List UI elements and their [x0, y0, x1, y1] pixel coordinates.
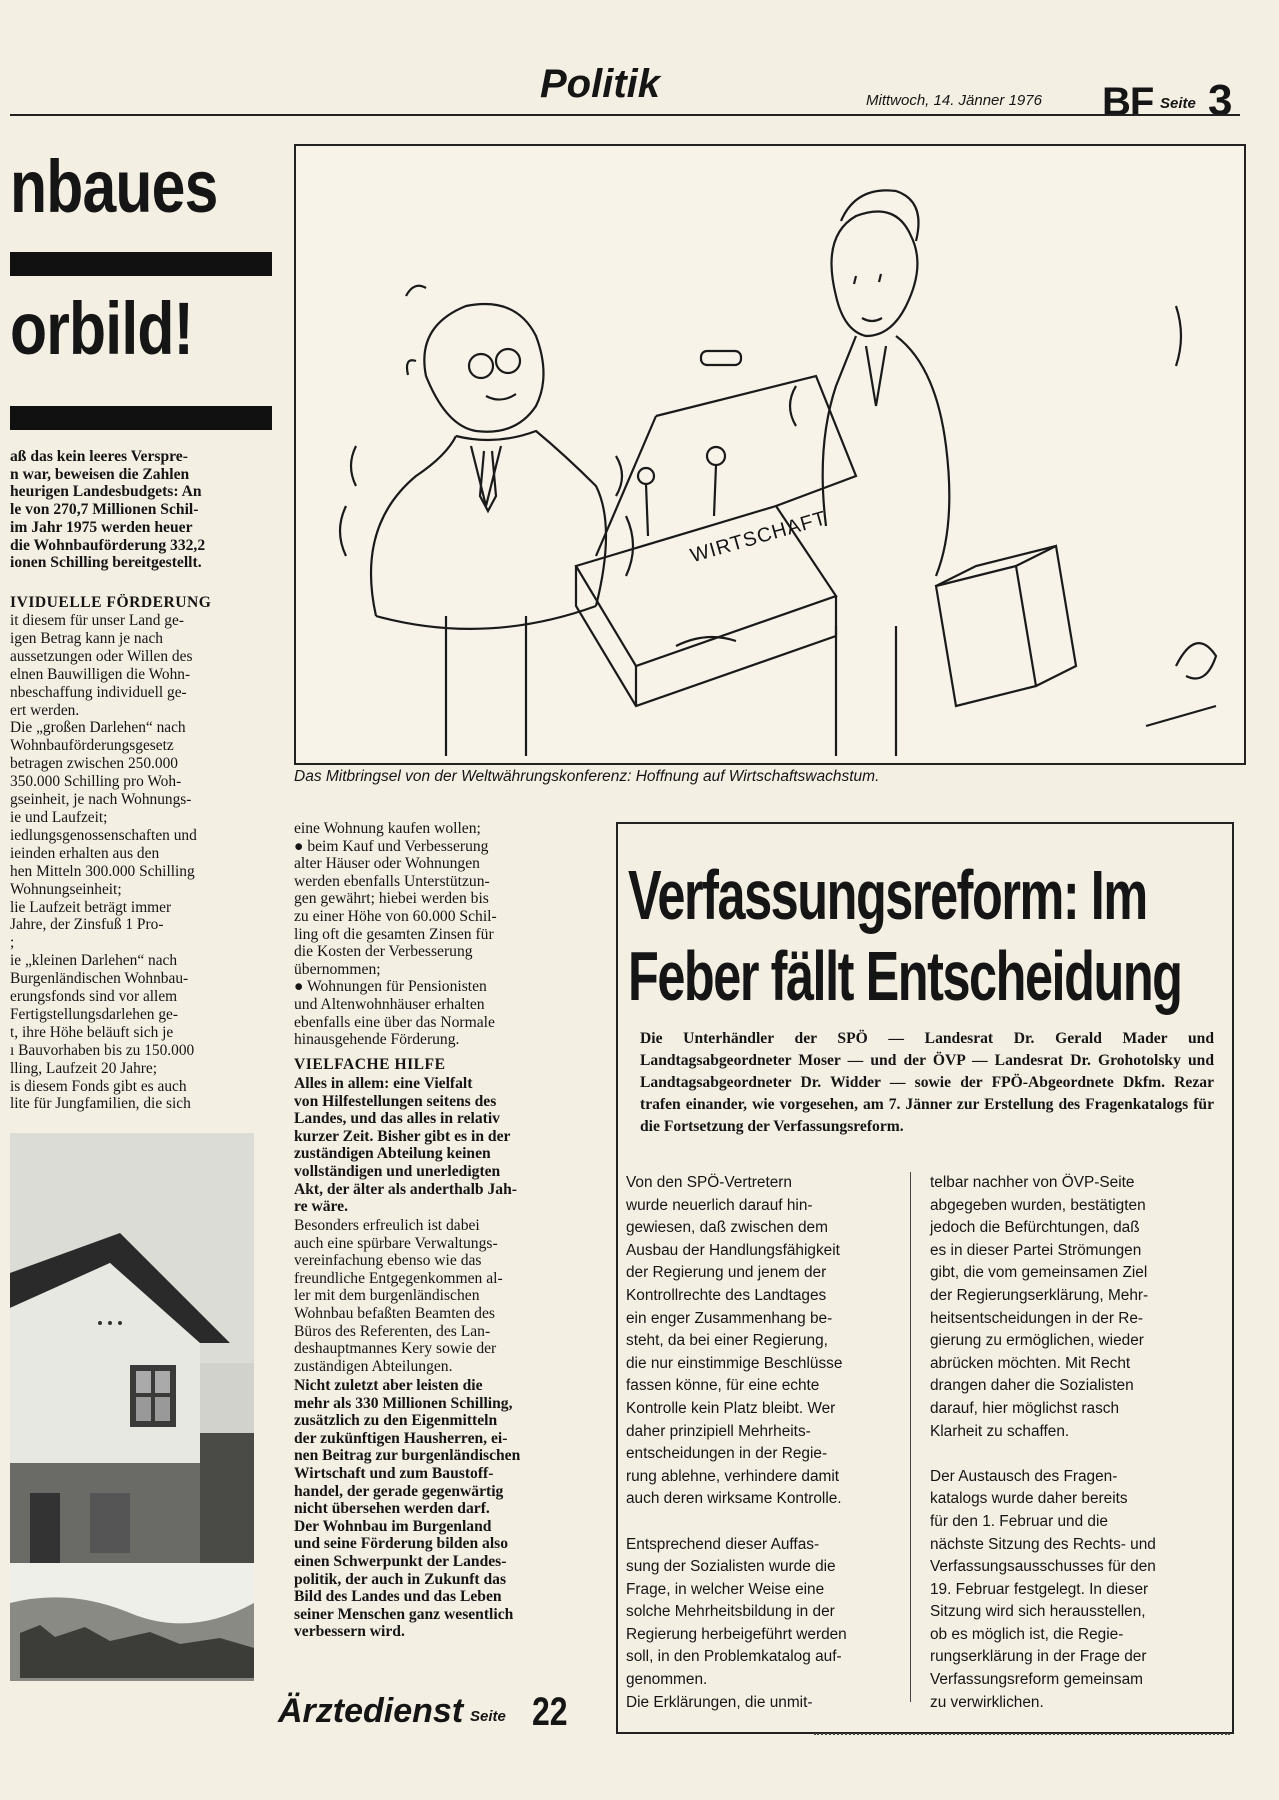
house-photo: [10, 1133, 254, 1681]
text-line: Regierung herbeigeführt werden: [626, 1625, 847, 1643]
text-line: nicht übersehen werden darf.: [294, 1500, 490, 1518]
text-line: Die Erklärungen, die unmit-: [626, 1693, 813, 1711]
text-line: steht, da bei einer Regierung,: [626, 1332, 828, 1350]
text-line: Der Wohnbau im Burgenland: [294, 1517, 492, 1535]
text-line: nächste Sitzung des Rechts- und: [930, 1535, 1156, 1553]
text-line: von Hilfestellungen seitens des: [294, 1092, 497, 1110]
text-line: einen Schwerpunkt der Landes-: [294, 1552, 507, 1570]
text-line: heurigen Landesbudgets: An: [10, 483, 202, 501]
text-line: lie Laufzeit beträgt immer: [10, 898, 172, 916]
footer-page-number: 22: [532, 1690, 568, 1734]
text-line: elnen Bauwilligen die Wohn-: [10, 665, 191, 683]
text-line: mehr als 330 Millionen Schilling,: [294, 1394, 513, 1412]
text-line: Wohnbauförderungsgesetz: [10, 737, 174, 755]
text-line: ebenfalls eine über das Normale: [294, 1013, 495, 1031]
text-line: daher prinzipiell Mehrheits-: [626, 1422, 811, 1440]
middle-subhead: VIELFACHE HILFE: [294, 1056, 446, 1073]
left-headline-line1: nbaues: [10, 145, 218, 228]
left-article-body: [10, 612, 272, 1113]
text-line: für den 1. Februar und die: [930, 1512, 1108, 1530]
text-line: es in dieser Partei Strömungen: [930, 1241, 1142, 1259]
text-line: gseinheit, je nach Wohnungs-: [10, 791, 192, 809]
text-line: n war, beweisen die Zahlen: [10, 465, 190, 483]
newspaper-logo: BF: [1102, 80, 1154, 124]
text-line: Der Austausch des Fragen-: [930, 1467, 1118, 1485]
text-line: katalogs wurde daher bereits: [930, 1490, 1128, 1508]
text-line: nbeschaffung individuell ge-: [10, 683, 187, 701]
text-line: gen gewährt; hiebei werden bis: [294, 890, 489, 908]
text-line: ling oft die gesamten Zinsen für: [294, 925, 494, 943]
text-line: heitsentscheidungen in der Re-: [930, 1309, 1144, 1327]
text-line: Wohnungseinheit;: [10, 880, 122, 898]
box-headline-line2: Feber fällt Entscheidung: [628, 937, 1182, 1015]
text-line: abrücken möchten. Mit Recht: [930, 1354, 1131, 1372]
text-line: it diesem für unser Land ge-: [10, 612, 184, 629]
text-line: Alles in allem: eine Vielfalt: [294, 1075, 473, 1092]
text-line: alter Häuser oder Wohnungen: [294, 855, 480, 873]
text-line: und Altenwohnhäuser erhalten: [294, 995, 485, 1013]
text-line: freundliche Entgegenkommen al-: [294, 1269, 503, 1287]
text-line: im Jahr 1975 werden heuer: [10, 518, 193, 536]
page-label: Seite: [1160, 95, 1196, 112]
text-line: hen Mitteln 300.000 Schilling: [10, 862, 195, 880]
text-line: der Regierungserklärung, Mehr-: [930, 1286, 1149, 1304]
text-line: Von den SPÖ-Vertretern: [626, 1174, 792, 1191]
text-line: [626, 1511, 904, 1534]
text-line: Die „großen Darlehen“ nach: [10, 719, 186, 737]
middle-paragraph-2: [294, 1075, 590, 1216]
section-title: Politik: [540, 62, 661, 106]
text-line: Bild des Landes und das Leben: [294, 1588, 502, 1606]
text-line: ionen Schilling bereitgestellt.: [10, 554, 202, 572]
text-line: t, ihre Höhe beläuft sich je: [10, 1023, 174, 1041]
text-line: politik, der auch in Zukunft das: [294, 1570, 507, 1588]
text-line: aß das kein leeres Verspre-: [10, 448, 188, 465]
text-line: Klarheit zu schaffen.: [930, 1422, 1070, 1440]
text-line: hinausgehende Förderung.: [294, 1031, 460, 1049]
text-line: Wirtschaft und zum Baustoff-: [294, 1464, 494, 1482]
text-line: gewiesen, daß zwischen dem: [626, 1219, 828, 1237]
text-line: lling, Laufzeit 20 Jahre;: [10, 1059, 158, 1077]
text-line: betragen zwischen 250.000: [10, 755, 178, 773]
text-line: sung der Sozialisten wurde die: [626, 1558, 836, 1576]
text-line: zuständigen Abteilungen.: [294, 1357, 453, 1375]
text-line: handel, der gerade gegenwärtig: [294, 1482, 504, 1500]
text-line: lite für Jungfamilien, die sich: [10, 1095, 191, 1113]
middle-paragraph-1: [294, 820, 590, 1049]
text-line: ı Bauvorhaben bis zu 150.000: [10, 1041, 195, 1059]
text-line: seiner Menschen ganz wesentlich: [294, 1605, 514, 1623]
text-line: Entsprechend dieser Auffas-: [626, 1535, 820, 1553]
text-line: ler mit dem burgenländischen: [294, 1287, 480, 1305]
text-line: Verfassungsausschusses für den: [930, 1558, 1156, 1576]
text-line: Nicht zuletzt aber leisten die: [294, 1377, 483, 1394]
box-article-lead: Die Unterhändler der SPÖ — Landesrat Dr. Gerald Mader und Landtagsabgeordneter Moser — und der ÖVP — Landesrat Dr. Grohotolsky und Landtagsabgeordneter Dr. Widder — sowie der FPÖ-Abgeordnete Dkfm. Rezar trafen einander, wie vorgesehen, am 7. Jänner zur Erstellung des Fragenkatalogs für die Fortsetzung der Verfassungsreform.: [640, 1030, 1214, 1135]
text-line: ;: [10, 934, 15, 952]
bottom-rule: [814, 1733, 1230, 1735]
box-headline-line1: Verfassungsreform: Im: [628, 856, 1147, 934]
political-cartoon: [294, 144, 1246, 765]
text-line: der zukünftigen Hausherren, ei-: [294, 1429, 508, 1447]
issue-date: Mittwoch, 14. Jänner 1976: [866, 92, 1042, 109]
text-line: Verfassungsreform gemeinsam: [930, 1671, 1143, 1689]
text-line: fassen könne, für eine echte: [626, 1377, 820, 1395]
text-line: ie „kleinen Darlehen“ nach: [10, 952, 178, 970]
text-line: entscheidungen in der Regie-: [626, 1445, 828, 1463]
text-line: Kontrollrechte des Landtages: [626, 1286, 827, 1304]
text-line: darauf, hier möglichst rasch: [930, 1399, 1120, 1417]
box-headline: [628, 855, 1182, 1017]
left-headline-line2: orbild!: [10, 287, 194, 370]
text-line: auch eine spürbare Verwaltungs-: [294, 1234, 498, 1252]
text-line: genommen.: [626, 1671, 708, 1689]
box-article-column-2: [930, 1172, 1210, 1714]
text-line: erungsfonds sind vor allem: [10, 988, 178, 1006]
text-line: die Kosten der Verbesserung: [294, 943, 473, 961]
footer-page-label: Seite: [470, 1708, 506, 1725]
text-line: verbessern wird.: [294, 1623, 405, 1641]
middle-paragraph-4: [294, 1377, 590, 1641]
text-line: drangen daher die Sozialisten: [930, 1377, 1134, 1395]
suitcase-label: WIRTSCHAFT: [688, 507, 830, 568]
text-line: Büros des Referenten, des Lan-: [294, 1322, 491, 1340]
text-line: Kontrolle kein Platz bleibt. Wer: [626, 1399, 836, 1417]
text-line: abgegeben wurden, bestätigten: [930, 1196, 1146, 1214]
text-line: nen Beitrag zur burgenländischen: [294, 1447, 521, 1465]
text-line: zu einer Höhe von 60.000 Schil-: [294, 907, 497, 925]
text-line: 350.000 Schilling pro Woh-: [10, 773, 182, 791]
text-line: solche Mehrheitsbildung in der: [626, 1603, 835, 1621]
headline-bar: [10, 252, 272, 276]
text-line: vollständigen und unerledigten: [294, 1162, 501, 1180]
text-line: zu verwirklichen.: [930, 1693, 1044, 1711]
headline-bar: [10, 406, 272, 430]
text-line: zusätzlich zu den Eigenmitteln: [294, 1412, 498, 1430]
text-line: Akt, der älter als anderthalb Jah-: [294, 1180, 517, 1198]
text-line: iedlungsgenossenschaften und: [10, 826, 197, 844]
text-line: Landes, und das alles in relativ: [294, 1110, 500, 1128]
text-line: ie und Laufzeit;: [10, 808, 108, 826]
text-line: ert werden.: [10, 701, 80, 719]
text-line: le von 270,7 Millionen Schil-: [10, 501, 199, 519]
text-line: ● beim Kauf und Verbesserung: [294, 837, 489, 855]
text-line: telbar nachher von ÖVP-Seite: [930, 1174, 1135, 1191]
text-line: Sitzung wird sich herausstellen,: [930, 1603, 1146, 1621]
text-line: [930, 1443, 1210, 1466]
text-line: gierung zu ermöglichen, wieder: [930, 1332, 1144, 1350]
cartoon-caption: Das Mitbringsel von der Weltwährungskonferenz: Hoffnung auf Wirtschaftswachstum.: [294, 768, 880, 785]
column-rule: [910, 1172, 911, 1702]
text-line: Burgenländischen Wohnbau-: [10, 970, 189, 988]
text-line: und seine Förderung bilden also: [294, 1535, 509, 1553]
text-line: deshauptmannes Kery sowie der: [294, 1340, 497, 1358]
box-article-column-1: [626, 1172, 904, 1714]
text-line: 19. Februar festgelegt. In dieser: [930, 1580, 1149, 1598]
text-line: rungserklärung in der Frage der: [930, 1648, 1147, 1666]
left-article-lead: [10, 448, 272, 572]
text-line: Wohnbau befaßten Beamten des: [294, 1304, 495, 1322]
text-line: werden ebenfalls Unterstützun-: [294, 872, 490, 890]
text-line: ob es möglich ist, die Regie-: [930, 1625, 1124, 1643]
left-subhead: IVIDUELLE FÖRDERUNG: [10, 594, 212, 611]
text-line: auch deren wirksame Kontrolle.: [626, 1490, 842, 1508]
text-line: aussetzungen oder Willen des: [10, 647, 193, 665]
text-line: Ausbau der Handlungsfähigkeit: [626, 1241, 840, 1259]
text-line: kurzer Zeit. Bisher gibt es in der: [294, 1127, 511, 1145]
text-line: zuständigen Abteilung keinen: [294, 1145, 491, 1163]
text-line: die Wohnbauförderung 332,2: [10, 536, 206, 554]
text-line: soll, in den Problemkatalog auf-: [626, 1648, 842, 1666]
middle-paragraph-3: [294, 1217, 590, 1375]
text-line: Fertigstellungsdarlehen ge-: [10, 1005, 178, 1023]
text-line: der Regierung und jenem der: [626, 1264, 827, 1282]
text-line: die nur einstimmige Beschlüsse: [626, 1354, 843, 1372]
text-line: ieinden erhalten aus den: [10, 844, 160, 862]
text-line: vereinfachung ebenso wie das: [294, 1252, 482, 1270]
text-line: Frage, in welcher Weise eine: [626, 1580, 825, 1598]
text-line: eine Wohnung kaufen wollen;: [294, 820, 481, 837]
text-line: ein enger Zusammenhang be-: [626, 1309, 833, 1327]
text-line: ● Wohnungen für Pensionisten: [294, 978, 487, 996]
text-line: gibt, die vom gemeinsamen Ziel: [930, 1264, 1148, 1282]
text-line: Jahre, der Zinsfuß 1 Pro-: [10, 916, 164, 934]
text-line: jedoch die Befürchtungen, daß: [930, 1219, 1140, 1237]
text-line: Besonders erfreulich ist dabei: [294, 1217, 480, 1234]
header-rule: [10, 114, 1240, 116]
text-line: rung ablehne, verhindere damit: [626, 1467, 840, 1485]
footer-section-title: Ärztedienst: [278, 1692, 464, 1730]
text-line: wurde neuerlich darauf hin-: [626, 1196, 813, 1214]
text-line: re wäre.: [294, 1198, 348, 1216]
text-line: is diesem Fonds gibt es auch: [10, 1077, 187, 1095]
text-line: igen Betrag kann je nach: [10, 629, 163, 647]
text-line: übernommen;: [294, 960, 381, 978]
page-number: 3: [1208, 76, 1233, 125]
